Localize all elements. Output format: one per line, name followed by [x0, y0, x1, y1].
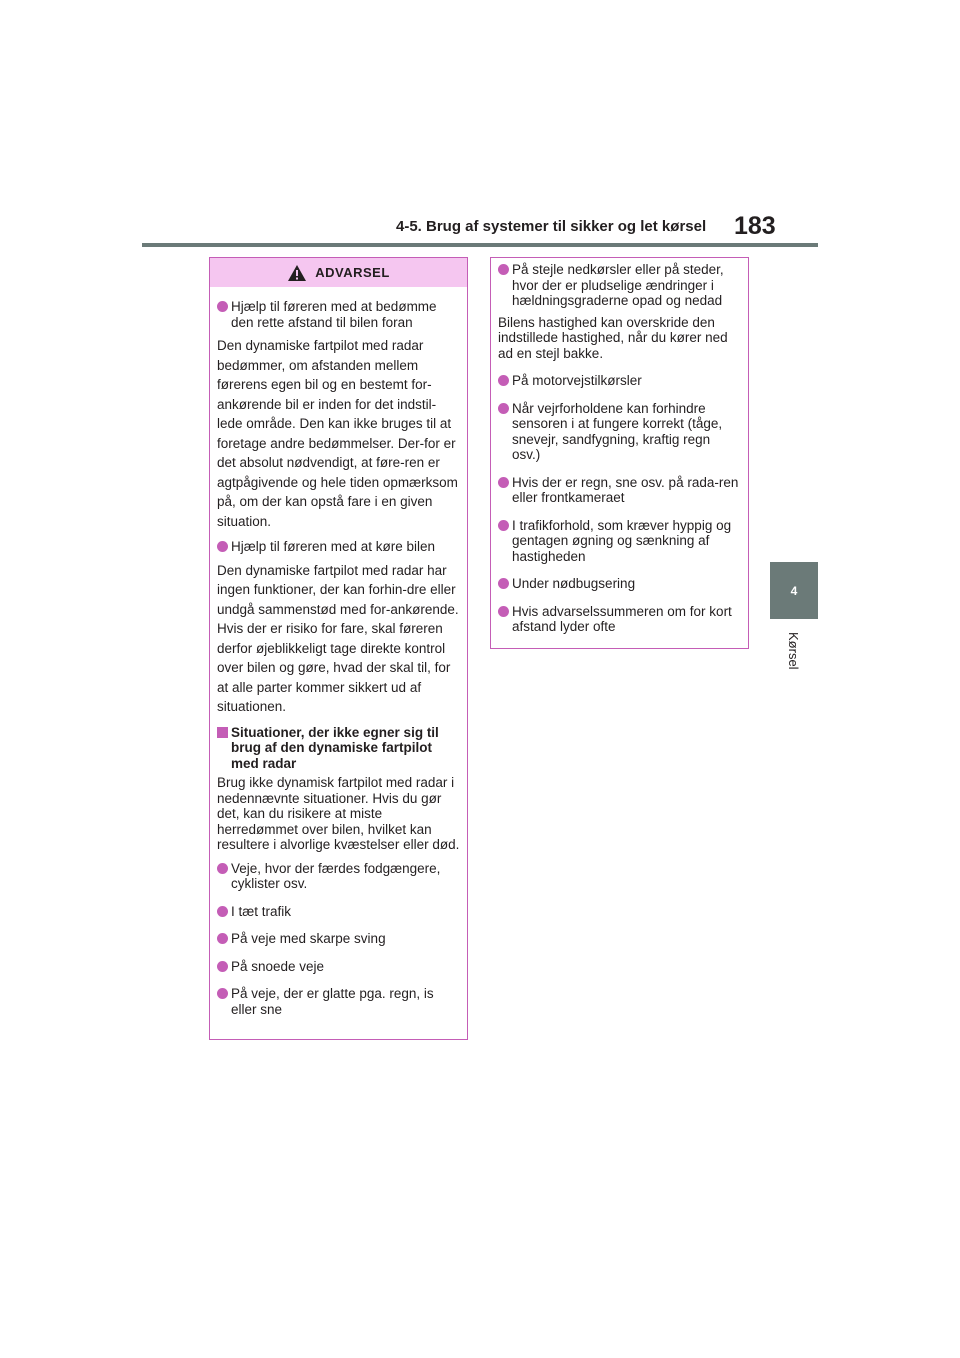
list-item	[498, 262, 741, 309]
bullet-icon	[498, 520, 509, 531]
list-item	[498, 604, 741, 635]
bullet-text: I trafikforhold, som kræver hyppig og gentagen øgning og sænkning af hastigheden	[512, 517, 732, 564]
bullet-text: Veje, hvor der færdes fodgængere, cyklister osv.	[231, 860, 441, 891]
bullet-icon	[498, 375, 509, 386]
paragraph: Den dynamiske fartpilot med radar bedømmer, om afstanden mellem førerens egen bil og en bestemt for-ankørende bil er inden for det indstil-lede område. Den kan ikke bruges til at foretage andre bedømmelser. Der-for er det absolut nødvendigt, at føre-ren er agtpågivende og hele tiden opmærksom på, om der kan opstå fare i en given situation.	[217, 338, 458, 529]
bullet-text: Under nødbugsering	[512, 576, 636, 591]
page-number: 183	[734, 212, 776, 240]
bullet-text: Hjælp til føreren med at køre bilen	[231, 539, 436, 554]
bullet-icon	[498, 578, 509, 589]
bullet-icon	[498, 477, 509, 488]
list-item	[217, 986, 460, 1017]
subheading	[217, 725, 460, 772]
bullet-icon	[217, 301, 228, 312]
list-item	[498, 475, 741, 506]
paragraph: Den dynamiske fartpilot med radar har ingen funktioner, der kan forhin-dre eller undgå sammenstød med for-ankørende. Hvis der er risiko for fare, skal føreren derfor øjeblikkeligt tage direkte kontrol over bilen og gøre, hvad der skal til, for at alle parter kommer sikkert ud af situationen.	[217, 562, 459, 714]
warning-heading-label: ADVARSEL	[315, 265, 390, 280]
chapter-name: Kørsel	[786, 632, 801, 670]
list-item	[217, 861, 460, 892]
bullet-icon	[498, 403, 509, 414]
bullet-icon	[217, 541, 228, 552]
bullet-text: På snoede veje	[231, 958, 325, 974]
bullet-icon	[217, 961, 228, 972]
warning-heading	[210, 258, 467, 287]
bullet-icon	[498, 606, 509, 617]
paragraph: Brug ikke dynamisk fartpilot med radar i nedennævnte situationer. Hvis du gør det, kan du risikere at miste herredømmet over bilen, hvilket kan resultere i alvorlige kvæstelser eller død.	[217, 775, 460, 852]
warning-box	[209, 257, 468, 1040]
section-title: 4-5. Brug af systemer til sikker og let kørsel	[396, 218, 707, 235]
bullet-text: Hvis der er regn, sne osv. på rada-ren eller frontkameraet	[512, 474, 739, 505]
warning-box-continued	[490, 257, 749, 649]
list-item	[217, 299, 460, 330]
chapter-number: 4	[790, 583, 798, 598]
list-item	[498, 373, 741, 389]
paragraph: Bilens hastighed kan overskride den indstillede hastighed, når du kører ned ad en stejl bakke.	[498, 314, 728, 361]
bullet-text: Hjælp til føreren med at bedømme den rette afstand til bilen foran	[231, 299, 437, 330]
bullet-text: På stejle nedkørsler eller på steder, hvor der er pludselige ændringer i hældningsgraderne opad og nedad	[512, 262, 724, 308]
bullet-icon	[217, 988, 228, 999]
warning-triangle-icon	[287, 264, 307, 282]
bullet-text: Når vejrforholdene kan forhindre sensoren i at fungere korrekt (tåge, snevejr, sandfygning, kraftig regn osv.)	[512, 400, 723, 462]
list-item	[498, 518, 741, 565]
bullet-icon	[498, 264, 509, 275]
square-bullet-icon	[217, 727, 228, 738]
bullet-icon	[217, 863, 228, 874]
bullet-text: På veje, der er glatte pga. regn, is eller sne	[231, 986, 434, 1017]
list-item	[498, 576, 741, 592]
list-item	[217, 959, 460, 975]
header-rule	[142, 243, 818, 247]
bullet-icon	[217, 933, 228, 944]
bullet-text: På veje med skarpe sving	[231, 931, 386, 946]
list-item	[217, 539, 460, 555]
list-item	[498, 401, 741, 463]
bullet-text: På motorvejstilkørsler	[512, 373, 642, 388]
subheading-text: Situationer, der ikke egner sig til brug af den dynamiske fartpilot med radar	[231, 724, 439, 771]
bullet-icon	[217, 906, 228, 917]
list-item	[217, 904, 460, 920]
chapter-tab[interactable]	[770, 562, 818, 619]
bullet-text: I tæt trafik	[231, 903, 292, 919]
list-item	[217, 931, 460, 947]
bullet-text: Hvis advarselssummeren om for kort afstand lyder ofte	[512, 603, 732, 634]
